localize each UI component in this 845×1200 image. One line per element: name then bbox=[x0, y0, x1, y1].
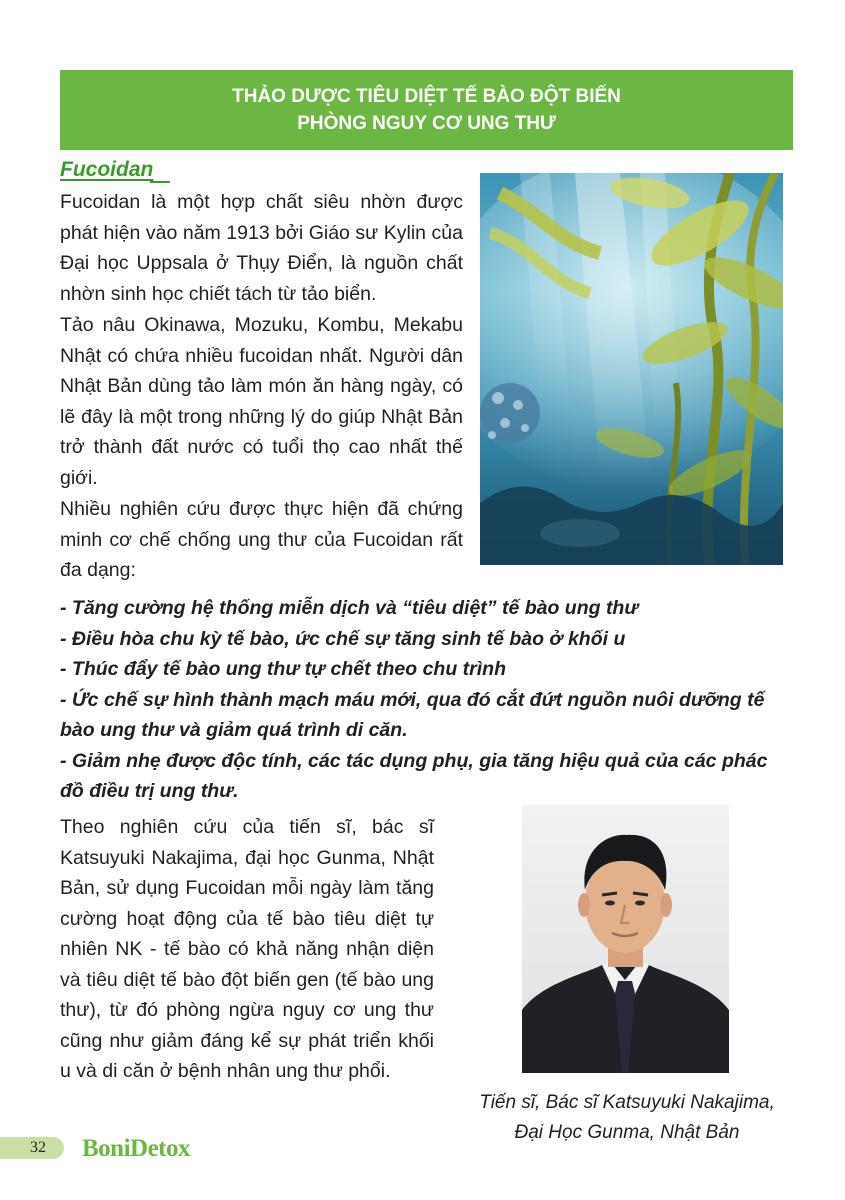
list-item: - Giảm nhẹ được độc tính, các tác dụng phụ, gia tăng hiệu quả của các phác đồ điều trị ung thư. bbox=[60, 749, 768, 802]
intro-paragraph-3: Nhiều nghiên cứu được thực hiện đã chứng minh cơ chế chống ung thư của Fucoidan rất đa dạng: bbox=[60, 498, 463, 581]
doctor-portrait-photo bbox=[522, 805, 729, 1073]
caption-line-2: Đại Học Gunma, Nhật Bản bbox=[514, 1122, 740, 1143]
research-paragraph: Theo nghiên cứu của tiến sĩ, bác sĩ Katsuyuki Nakajima, đại học Gunma, Nhật Bản, sử dụng Fucoidan mỗi ngày làm tăng cường hoạt động của tế bào tiêu diệt tự nhiên NK - tế bào có khả năng nhận diện và tiêu diệt tế bào đột biến gen (tế bào ung thư), từ đó phòng ngừa nguy cơ ung thư cũng như giảm đáng kể sự phát triển khối u và di căn ở bệnh nhân ung thư phổi. bbox=[60, 816, 434, 1082]
list-item: - Điều hòa chu kỳ tế bào, ức chế sự tăng sinh tế bào ở khối u bbox=[60, 627, 626, 650]
kelp-illustration bbox=[480, 173, 783, 565]
kelp-forest-photo bbox=[480, 173, 783, 565]
intro-paragraph-2: Tảo nâu Okinawa, Mozuku, Kombu, Mekabu Nhật có chứa nhiều fucoidan nhất. Người dân Nhật Bản dùng tảo làm món ăn hàng ngày, có lẽ đây là một trong những lý do giúp Nhật Bản trở thành đất nước có tuổi thọ cao nhất thế giới. bbox=[60, 314, 463, 489]
section-heading: Fucoidan bbox=[60, 158, 154, 181]
benefit-list bbox=[60, 593, 795, 807]
page-number: 32 bbox=[30, 1139, 46, 1156]
list-item: - Tăng cường hệ thống miễn dịch và “tiêu diệt” tế bào ung thư bbox=[60, 597, 639, 619]
list-item: - Thúc đẩy tế bào ung thư tự chết theo chu trình bbox=[60, 658, 506, 680]
title-line-1: THẢO DƯỢC TIÊU DIỆT TẾ BÀO ĐỘT BIẾN bbox=[232, 86, 621, 107]
intro-text bbox=[60, 187, 463, 587]
portrait-illustration bbox=[522, 805, 729, 1073]
brand-logo-text: BoniDetox bbox=[82, 1135, 190, 1162]
intro-paragraph-1: Fucoidan là một hợp chất siêu nhờn được phát hiện vào năm 1913 bởi Giáo sư Kylin của Đại học Uppsala ở Thụy Điển, là nguồn chất nhờn sinh học chiết tách từ tảo biển. bbox=[60, 191, 463, 305]
heading-underline bbox=[150, 181, 170, 183]
title-banner bbox=[60, 70, 793, 150]
caption-line-1: Tiến sĩ, Bác sĩ Katsuyuki Nakajima, bbox=[479, 1092, 775, 1113]
portrait-caption bbox=[452, 1088, 802, 1148]
list-item: - Ức chế sự hình thành mạch máu mới, qua đó cắt đứt nguồn nuôi dưỡng tế bào ung thư và giảm quá trình di căn. bbox=[60, 688, 765, 741]
title-line-2: PHÒNG NGUY CƠ UNG THƯ bbox=[297, 113, 556, 134]
